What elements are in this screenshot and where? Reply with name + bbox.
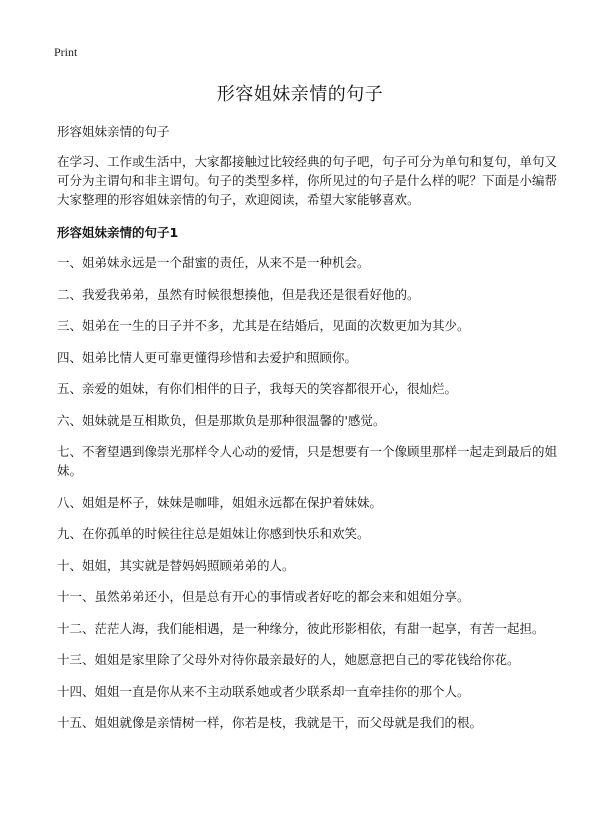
list-item: 四、姐弟比情人更可靠更懂得珍惜和去爱护和照顾你。 bbox=[57, 349, 358, 365]
list-item: 六、姐妹就是互相欺负，但是那欺负是那种很温馨的'感觉。 bbox=[57, 412, 386, 428]
intro-paragraph: 在学习、工作或生活中，大家都接触过比较经典的句子吧，句子可分为单句和复句，单句又可分为主谓句和非主谓句。句子的类型多样，你所见过的句子是什么样的呢？下面是小编帮大家整理的形容姐妹亲情的句子，欢迎阅读，希望大家能够喜欢。 bbox=[57, 154, 558, 207]
list-item: 十三、姐姐是家里除了父母外对待你最亲最好的人，她愿意把自己的零花钱给你花。 bbox=[57, 652, 520, 667]
list-item: 三、姐弟在一生的日子并不多，尤其是在结婚后，见面的次数更加为其少。 bbox=[57, 318, 470, 333]
list-item: 七、不奢望遇到像崇光那样令人心动的爱情，只是想要有一个像顾里那样一起走到最后的姐妹。 bbox=[57, 444, 558, 478]
list-item: 十五、姐姐就像是亲情树一样，你若是枝，我就是干，而父母就是我们的根。 bbox=[57, 715, 483, 730]
list-item: 一、姐弟妹永远是一个甜蜜的责任，从来不是一种机会。 bbox=[57, 255, 370, 270]
list-item: 八、姐姐是杯子，妹妹是咖啡，姐姐永远都在保护着妹妹。 bbox=[57, 494, 383, 510]
list-item: 十、姐姐，其实就是替妈妈照顾弟弟的人。 bbox=[57, 557, 295, 573]
section-heading: 形容姐妹亲情的句子1 bbox=[57, 225, 179, 240]
document-body bbox=[57, 122, 557, 745]
list-item: 二、我爱我弟弟，虽然有时候很想揍他，但是我还是很看好他的。 bbox=[57, 286, 420, 302]
list-item: 十二、茫茫人海，我们能相遇，是一种缘分，彼此形影相依，有甜一起享，有苦一起担。 bbox=[57, 620, 545, 636]
page-title: 形容姐妹亲情的句子 bbox=[216, 84, 384, 105]
list-item: 十一、虽然弟弟还小，但是总有开心的事情或者好吃的都会来和姐姐分享。 bbox=[57, 589, 470, 604]
list-item: 九、在你孤单的时候往往总是姐妹让你感到快乐和欢笑。 bbox=[57, 526, 370, 541]
list-item: 十四、姐姐一直是你从来不主动联系她或者少联系却一直牵挂你的那个人。 bbox=[57, 683, 470, 699]
document-subtitle: 形容姐妹亲情的句子 bbox=[57, 124, 170, 139]
list-item: 五、亲爱的姐妹，有你们相伴的日子，我每天的笑容都很开心，很灿烂。 bbox=[57, 381, 458, 396]
print-link[interactable]: Print bbox=[54, 45, 78, 59]
